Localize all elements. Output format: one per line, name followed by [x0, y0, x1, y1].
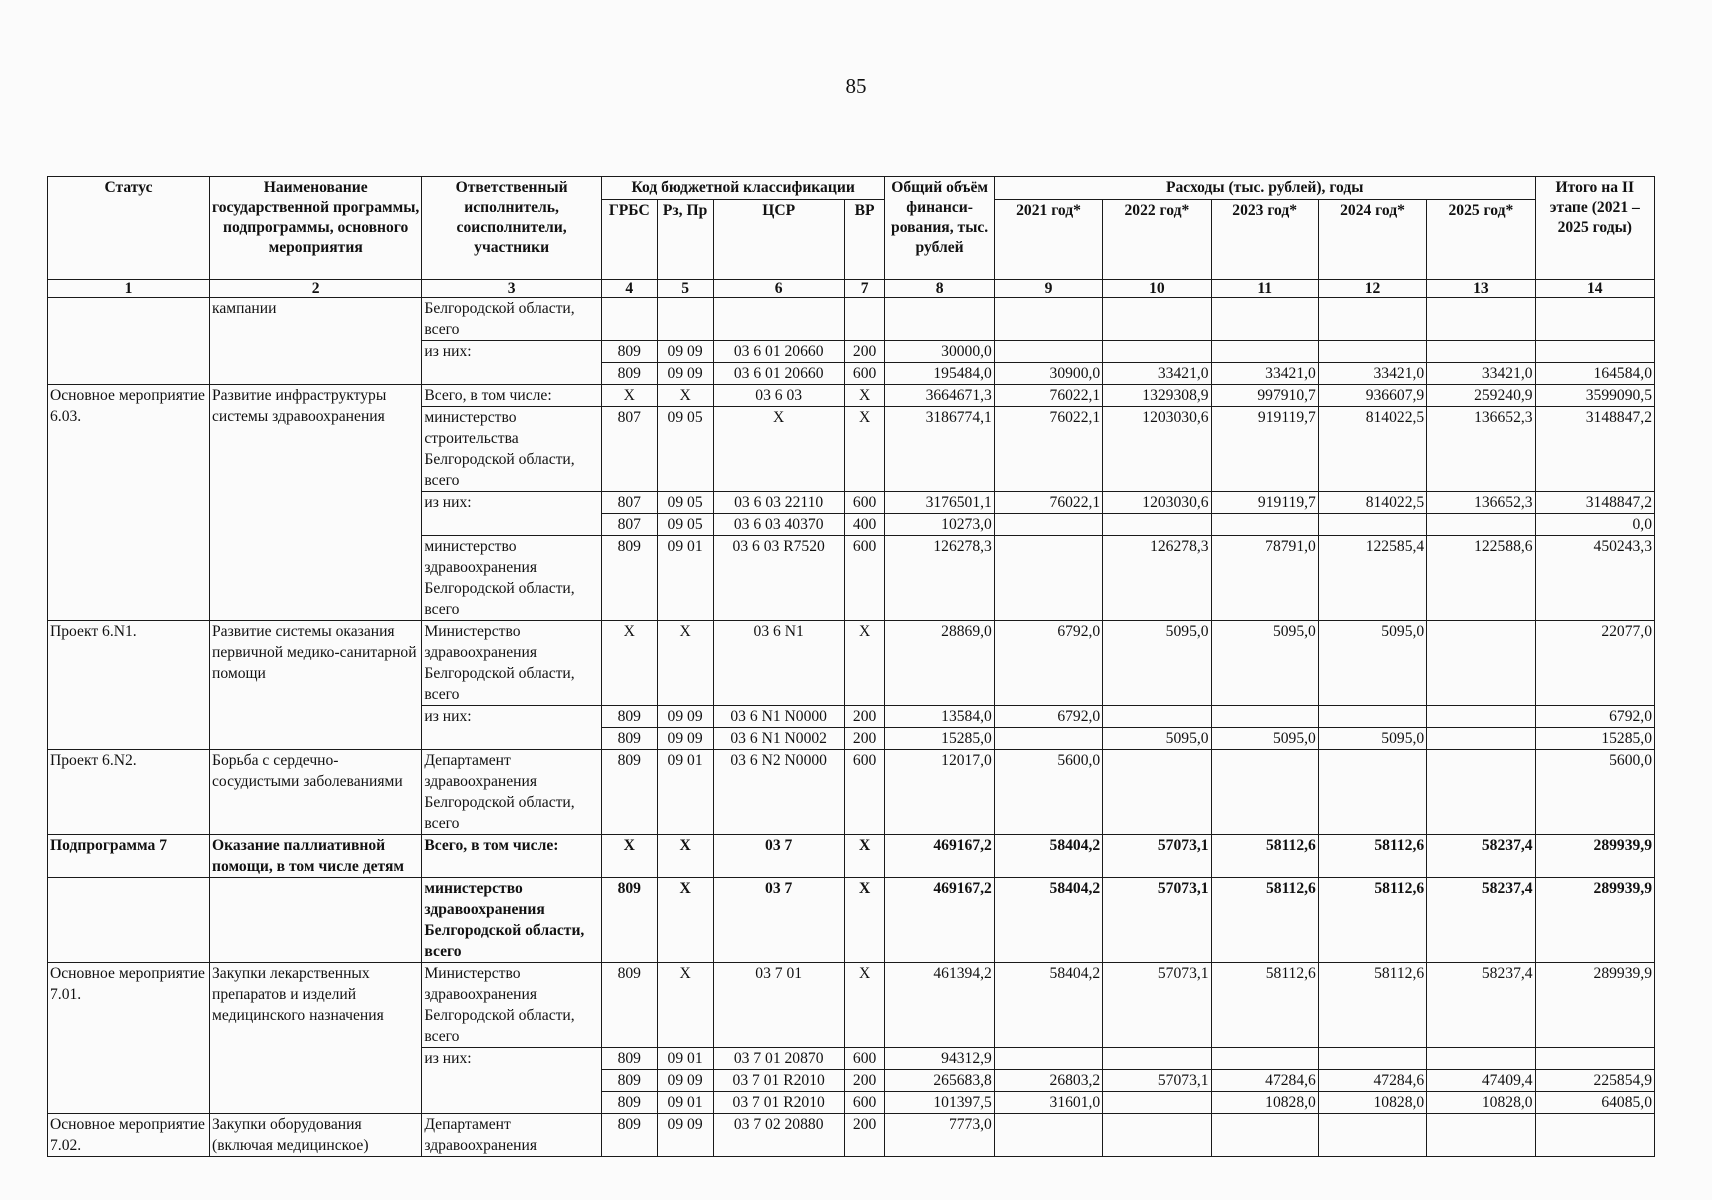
cell-executor: Белгородской области, всего	[422, 298, 602, 341]
cell-vr: X	[844, 835, 885, 878]
cell-vr: 400	[844, 514, 885, 536]
cell-year-2022: 33421,0	[1103, 363, 1211, 385]
cell-grbs: 809	[601, 706, 657, 728]
col-number: 14	[1535, 280, 1654, 298]
cell-csr: 03 7 01 R2010	[713, 1070, 844, 1092]
cell-year-2021: 6792,0	[994, 621, 1102, 706]
cell-itogo: 22077,0	[1535, 621, 1654, 706]
cell-year-2024: 5095,0	[1318, 728, 1426, 750]
table-row	[48, 298, 1655, 341]
cell-year-2023: 58112,6	[1211, 878, 1318, 963]
cell-year-2021	[994, 1048, 1102, 1070]
col-number: 10	[1103, 280, 1211, 298]
cell-csr: 03 6 N1 N0000	[713, 706, 844, 728]
cell-total: 3186774,1	[885, 407, 994, 492]
cell-year-2022	[1103, 750, 1211, 835]
cell-csr: 03 6 03 22110	[713, 492, 844, 514]
cell-total: 7773,0	[885, 1114, 994, 1157]
cell-year-2025: 136652,3	[1427, 492, 1535, 514]
cell-year-2023: 919119,7	[1211, 407, 1318, 492]
cell-year-2021	[994, 1114, 1102, 1157]
cell-year-2024: 58112,6	[1318, 878, 1426, 963]
cell-csr: 03 7	[713, 878, 844, 963]
cell-year-2023: 33421,0	[1211, 363, 1318, 385]
cell-year-2021: 5600,0	[994, 750, 1102, 835]
cell-year-2025	[1427, 1048, 1535, 1070]
header-year-2022: 2022 год*	[1103, 200, 1211, 280]
cell-vr: 600	[844, 1048, 885, 1070]
cell-year-2025: 47409,4	[1427, 1070, 1535, 1092]
cell-itogo: 289939,9	[1535, 878, 1654, 963]
cell-year-2023: 5095,0	[1211, 621, 1318, 706]
cell-grbs: 807	[601, 492, 657, 514]
cell-executor: Всего, в том числе:	[422, 385, 602, 407]
cell-year-2024: 814022,5	[1318, 407, 1426, 492]
cell-rzpr: X	[657, 385, 713, 407]
cell-year-2023: 919119,7	[1211, 492, 1318, 514]
cell-csr: 03 7 01 R2010	[713, 1092, 844, 1114]
cell-year-2021: 76022,1	[994, 385, 1102, 407]
cell-year-2025	[1427, 706, 1535, 728]
cell-year-2024: 814022,5	[1318, 492, 1426, 514]
cell-csr: 03 7	[713, 835, 844, 878]
cell-total: 12017,0	[885, 750, 994, 835]
table-row	[48, 963, 1655, 1048]
cell-csr	[713, 298, 844, 341]
cell-grbs: 809	[601, 1114, 657, 1157]
cell-total: 28869,0	[885, 621, 994, 706]
cell-itogo: 3599090,5	[1535, 385, 1654, 407]
cell-executor: Министерство здравоохранения Белгородской области, всего	[422, 963, 602, 1048]
cell-year-2023: 997910,7	[1211, 385, 1318, 407]
cell-csr: 03 7 02 20880	[713, 1114, 844, 1157]
cell-year-2021	[994, 341, 1102, 363]
cell-year-2022	[1103, 514, 1211, 536]
cell-csr: 03 6 N2 N0000	[713, 750, 844, 835]
cell-year-2023: 78791,0	[1211, 536, 1318, 621]
cell-name: кампании	[210, 298, 422, 385]
cell-csr: 03 7 01	[713, 963, 844, 1048]
table-body	[48, 298, 1655, 1157]
cell-name: Закупки лекарственных препаратов и изделий медицинского назначения	[210, 963, 422, 1114]
cell-grbs: 809	[601, 878, 657, 963]
col-number: 3	[422, 280, 602, 298]
cell-rzpr: 09 05	[657, 514, 713, 536]
cell-executor: Всего, в том числе:	[422, 835, 602, 878]
cell-year-2024	[1318, 1114, 1426, 1157]
cell-rzpr	[657, 298, 713, 341]
col-number: 5	[657, 280, 713, 298]
cell-rzpr: X	[657, 621, 713, 706]
cell-year-2021	[994, 514, 1102, 536]
cell-grbs: 809	[601, 1070, 657, 1092]
cell-year-2022	[1103, 1114, 1211, 1157]
cell-itogo: 289939,9	[1535, 835, 1654, 878]
column-number-row	[48, 280, 1655, 298]
cell-year-2025	[1427, 728, 1535, 750]
cell-year-2024: 122585,4	[1318, 536, 1426, 621]
cell-year-2023: 10828,0	[1211, 1092, 1318, 1114]
header-rzpr: Рз, Пр	[657, 200, 713, 280]
cell-vr: 200	[844, 728, 885, 750]
cell-year-2023	[1211, 298, 1318, 341]
cell-year-2024	[1318, 750, 1426, 835]
cell-total: 265683,8	[885, 1070, 994, 1092]
col-number: 12	[1318, 280, 1426, 298]
cell-vr: 600	[844, 536, 885, 621]
cell-total: 13584,0	[885, 706, 994, 728]
cell-year-2025: 58237,4	[1427, 835, 1535, 878]
cell-year-2024	[1318, 706, 1426, 728]
cell-vr: 600	[844, 1092, 885, 1114]
cell-total: 30000,0	[885, 341, 994, 363]
cell-rzpr: X	[657, 878, 713, 963]
cell-rzpr: 09 01	[657, 536, 713, 621]
cell-executor: Департамент здравоохранения Белгородской области, всего	[422, 750, 602, 835]
header-total-volume: Общий объём финанси-рования, тыс. рублей	[885, 177, 994, 280]
header-status: Статус	[48, 177, 210, 280]
cell-year-2023: 47284,6	[1211, 1070, 1318, 1092]
header-year-2025: 2025 год*	[1427, 200, 1535, 280]
cell-year-2022: 57073,1	[1103, 1070, 1211, 1092]
cell-year-2022	[1103, 1092, 1211, 1114]
table-row	[48, 835, 1655, 878]
cell-year-2022: 1203030,6	[1103, 492, 1211, 514]
cell-grbs: 809	[601, 341, 657, 363]
cell-status: Подпрограмма 7	[48, 835, 210, 878]
header-itogo: Итого на II этапе (2021 – 2025 годы)	[1535, 177, 1654, 280]
col-number: 4	[601, 280, 657, 298]
cell-year-2022	[1103, 706, 1211, 728]
cell-year-2022	[1103, 1048, 1211, 1070]
cell-rzpr: 09 09	[657, 728, 713, 750]
cell-year-2022	[1103, 298, 1211, 341]
cell-itogo: 164584,0	[1535, 363, 1654, 385]
cell-year-2024: 58112,6	[1318, 835, 1426, 878]
cell-csr: 03 6 N1	[713, 621, 844, 706]
cell-vr: 600	[844, 492, 885, 514]
cell-year-2021	[994, 728, 1102, 750]
header-budget-code: Код бюджетной классификации	[601, 177, 885, 200]
cell-status: Проект 6.N1.	[48, 621, 210, 750]
cell-rzpr: 09 09	[657, 341, 713, 363]
cell-status	[48, 878, 210, 963]
col-number: 11	[1211, 280, 1318, 298]
col-number: 2	[210, 280, 422, 298]
cell-itogo: 6792,0	[1535, 706, 1654, 728]
cell-year-2024	[1318, 341, 1426, 363]
cell-year-2025: 136652,3	[1427, 407, 1535, 492]
cell-grbs	[601, 298, 657, 341]
cell-year-2024: 33421,0	[1318, 363, 1426, 385]
cell-grbs: X	[601, 385, 657, 407]
cell-status: Основное мероприятие 7.01.	[48, 963, 210, 1114]
cell-executor: из них:	[422, 1048, 602, 1114]
cell-rzpr: 09 05	[657, 492, 713, 514]
cell-year-2021	[994, 536, 1102, 621]
table-row	[48, 750, 1655, 835]
cell-status	[48, 298, 210, 385]
cell-rzpr: 09 09	[657, 706, 713, 728]
cell-year-2021: 58404,2	[994, 963, 1102, 1048]
cell-year-2025: 122588,6	[1427, 536, 1535, 621]
cell-year-2025	[1427, 298, 1535, 341]
cell-total: 195484,0	[885, 363, 994, 385]
cell-total: 94312,9	[885, 1048, 994, 1070]
cell-year-2023: 58112,6	[1211, 963, 1318, 1048]
cell-itogo: 64085,0	[1535, 1092, 1654, 1114]
col-number: 1	[48, 280, 210, 298]
cell-vr: 600	[844, 750, 885, 835]
cell-vr: 200	[844, 1070, 885, 1092]
cell-year-2025: 33421,0	[1427, 363, 1535, 385]
cell-vr: X	[844, 621, 885, 706]
cell-year-2022: 5095,0	[1103, 728, 1211, 750]
cell-year-2023	[1211, 514, 1318, 536]
cell-year-2022	[1103, 341, 1211, 363]
cell-itogo	[1535, 1048, 1654, 1070]
cell-year-2024: 58112,6	[1318, 963, 1426, 1048]
cell-total: 10273,0	[885, 514, 994, 536]
cell-grbs: 809	[601, 750, 657, 835]
cell-name: Оказание паллиативной помощи, в том числе детям	[210, 835, 422, 878]
cell-status: Основное мероприятие 7.02.	[48, 1114, 210, 1157]
cell-year-2025: 10828,0	[1427, 1092, 1535, 1114]
cell-year-2024: 10828,0	[1318, 1092, 1426, 1114]
cell-vr: X	[844, 385, 885, 407]
header-year-2023: 2023 год*	[1211, 200, 1318, 280]
cell-total: 126278,3	[885, 536, 994, 621]
cell-itogo	[1535, 1114, 1654, 1157]
cell-vr: X	[844, 407, 885, 492]
cell-rzpr: 09 09	[657, 1070, 713, 1092]
cell-itogo: 225854,9	[1535, 1070, 1654, 1092]
header-grbs: ГРБС	[601, 200, 657, 280]
cell-year-2022: 5095,0	[1103, 621, 1211, 706]
cell-name: Борьба с сердечно-сосудистыми заболеваниями	[210, 750, 422, 835]
cell-year-2021	[994, 298, 1102, 341]
cell-rzpr: X	[657, 963, 713, 1048]
cell-executor: министерство здравоохранения Белгородской области, всего	[422, 878, 602, 963]
cell-itogo: 5600,0	[1535, 750, 1654, 835]
cell-csr: 03 7 01 20870	[713, 1048, 844, 1070]
cell-grbs: 809	[601, 1048, 657, 1070]
cell-total: 469167,2	[885, 835, 994, 878]
cell-executor: Департамент здравоохранения	[422, 1114, 602, 1157]
col-number: 8	[885, 280, 994, 298]
cell-csr: 03 6 01 20660	[713, 363, 844, 385]
cell-rzpr: 09 05	[657, 407, 713, 492]
header-name: Наименование государственной программы, подпрограммы, основного мероприятия	[210, 177, 422, 280]
cell-year-2024: 936607,9	[1318, 385, 1426, 407]
cell-vr	[844, 298, 885, 341]
cell-csr: 03 6 03 40370	[713, 514, 844, 536]
cell-total: 469167,2	[885, 878, 994, 963]
cell-year-2022: 57073,1	[1103, 963, 1211, 1048]
cell-rzpr: 09 01	[657, 1048, 713, 1070]
cell-rzpr: 09 01	[657, 1092, 713, 1114]
cell-year-2022: 1203030,6	[1103, 407, 1211, 492]
cell-csr: X	[713, 407, 844, 492]
cell-executor: из них:	[422, 706, 602, 750]
cell-status: Основное мероприятие 6.03.	[48, 385, 210, 621]
cell-status: Проект 6.N2.	[48, 750, 210, 835]
cell-year-2022: 1329308,9	[1103, 385, 1211, 407]
cell-year-2024	[1318, 298, 1426, 341]
cell-name: Развитие системы оказания первичной медико-санитарной помощи	[210, 621, 422, 750]
cell-vr: 600	[844, 363, 885, 385]
cell-total: 3176501,1	[885, 492, 994, 514]
cell-vr: X	[844, 878, 885, 963]
cell-csr: 03 6 03	[713, 385, 844, 407]
cell-executor: министерство строительства Белгородской области, всего	[422, 407, 602, 492]
header-executor: Ответственный исполнитель, соисполнители, участники	[422, 177, 602, 280]
col-number: 13	[1427, 280, 1535, 298]
table-row	[48, 1114, 1655, 1157]
cell-name: Закупки оборудования (включая медицинское)	[210, 1114, 422, 1157]
cell-grbs: X	[601, 835, 657, 878]
cell-year-2021: 58404,2	[994, 835, 1102, 878]
cell-rzpr: 09 01	[657, 750, 713, 835]
cell-grbs: X	[601, 621, 657, 706]
cell-year-2022: 126278,3	[1103, 536, 1211, 621]
cell-csr: 03 6 01 20660	[713, 341, 844, 363]
cell-name: Развитие инфраструктуры системы здравоохранения	[210, 385, 422, 621]
cell-rzpr: X	[657, 835, 713, 878]
cell-total: 15285,0	[885, 728, 994, 750]
cell-grbs: 809	[601, 536, 657, 621]
cell-year-2021: 26803,2	[994, 1070, 1102, 1092]
cell-executor: Министерство здравоохранения Белгородской области, всего	[422, 621, 602, 706]
cell-year-2025	[1427, 750, 1535, 835]
cell-rzpr: 09 09	[657, 363, 713, 385]
cell-itogo: 289939,9	[1535, 963, 1654, 1048]
cell-year-2023	[1211, 1114, 1318, 1157]
cell-itogo: 15285,0	[1535, 728, 1654, 750]
cell-csr: 03 6 N1 N0002	[713, 728, 844, 750]
cell-vr: 200	[844, 1114, 885, 1157]
cell-year-2024: 47284,6	[1318, 1070, 1426, 1092]
cell-year-2021: 58404,2	[994, 878, 1102, 963]
cell-year-2025	[1427, 621, 1535, 706]
cell-year-2025	[1427, 514, 1535, 536]
header-year-2024: 2024 год*	[1318, 200, 1426, 280]
cell-csr: 03 6 03 R7520	[713, 536, 844, 621]
header-vr: ВР	[844, 200, 885, 280]
cell-year-2021: 76022,1	[994, 492, 1102, 514]
cell-total: 461394,2	[885, 963, 994, 1048]
cell-itogo: 450243,3	[1535, 536, 1654, 621]
cell-year-2023: 58112,6	[1211, 835, 1318, 878]
cell-total: 101397,5	[885, 1092, 994, 1114]
cell-vr: 200	[844, 341, 885, 363]
header-year-2021: 2021 год*	[994, 200, 1102, 280]
cell-year-2023	[1211, 1048, 1318, 1070]
cell-year-2021: 30900,0	[994, 363, 1102, 385]
cell-year-2022: 57073,1	[1103, 835, 1211, 878]
cell-grbs: 809	[601, 728, 657, 750]
cell-grbs: 809	[601, 363, 657, 385]
cell-year-2022: 57073,1	[1103, 878, 1211, 963]
cell-year-2025: 58237,4	[1427, 963, 1535, 1048]
col-number: 9	[994, 280, 1102, 298]
cell-year-2023: 5095,0	[1211, 728, 1318, 750]
cell-itogo: 3148847,2	[1535, 407, 1654, 492]
cell-year-2025: 58237,4	[1427, 878, 1535, 963]
cell-year-2021: 31601,0	[994, 1092, 1102, 1114]
col-number: 7	[844, 280, 885, 298]
cell-vr: X	[844, 963, 885, 1048]
cell-total: 3664671,3	[885, 385, 994, 407]
header-csr: ЦСР	[713, 200, 844, 280]
cell-year-2025	[1427, 1114, 1535, 1157]
cell-year-2025	[1427, 341, 1535, 363]
cell-executor: министерство здравоохранения Белгородской области, всего	[422, 536, 602, 621]
cell-itogo	[1535, 298, 1654, 341]
col-number: 6	[713, 280, 844, 298]
cell-itogo: 3148847,2	[1535, 492, 1654, 514]
cell-year-2023	[1211, 706, 1318, 728]
cell-itogo	[1535, 341, 1654, 363]
cell-grbs: 807	[601, 407, 657, 492]
table-row	[48, 385, 1655, 407]
cell-vr: 200	[844, 706, 885, 728]
table-row	[48, 878, 1655, 963]
cell-year-2023	[1211, 341, 1318, 363]
cell-year-2024: 5095,0	[1318, 621, 1426, 706]
cell-executor: из них:	[422, 341, 602, 385]
cell-executor: из них:	[422, 492, 602, 536]
cell-grbs: 807	[601, 514, 657, 536]
cell-year-2024	[1318, 1048, 1426, 1070]
cell-year-2021: 6792,0	[994, 706, 1102, 728]
page-number: 85	[845, 74, 867, 98]
header-expenses: Расходы (тыс. рублей), годы	[994, 177, 1535, 200]
table-row	[48, 621, 1655, 706]
cell-name	[210, 878, 422, 963]
cell-rzpr: 09 09	[657, 1114, 713, 1157]
cell-year-2023	[1211, 750, 1318, 835]
budget-table	[47, 176, 1655, 1157]
cell-total	[885, 298, 994, 341]
cell-grbs: 809	[601, 1092, 657, 1114]
cell-year-2021: 76022,1	[994, 407, 1102, 492]
cell-grbs: 809	[601, 963, 657, 1048]
cell-year-2024	[1318, 514, 1426, 536]
cell-itogo: 0,0	[1535, 514, 1654, 536]
cell-year-2025: 259240,9	[1427, 385, 1535, 407]
